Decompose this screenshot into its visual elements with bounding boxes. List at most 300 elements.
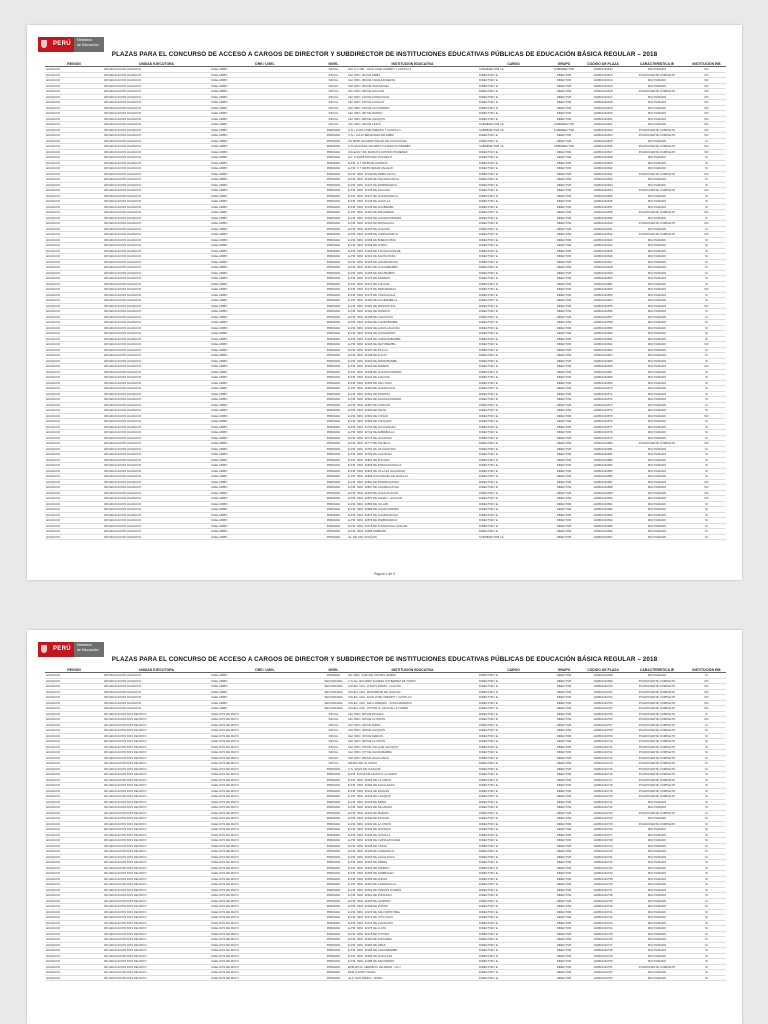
table-cell: HUANUCO [45, 149, 103, 155]
table-cell: PRIMARIA [320, 215, 347, 221]
table-cell: 1228D1416732 [579, 860, 627, 866]
table-cell: 1228D1416612 [579, 67, 627, 73]
table-cell: 1228D1416671 [579, 391, 627, 397]
table-cell: PRIMARIA [320, 843, 347, 849]
table-cell: PRIMARIA [320, 127, 347, 133]
table-cell: 301 EDUCACION DOS DE MAYO [103, 953, 210, 959]
plazas-table [45, 62, 726, 540]
table-cell: DIRECTOR [549, 700, 579, 706]
table-cell: HUANUCO [45, 89, 103, 95]
table-cell: DIRECTOR [549, 534, 579, 540]
table-cell: E.P.M. N 7 32189 CESAR VALLEJO [347, 166, 478, 172]
table-cell: 301 EDUCACION DOS DE MAYO [103, 909, 210, 915]
logo-peru-text: PERÚ [50, 642, 74, 657]
table-cell: MULTIGRADO [627, 177, 687, 183]
table-cell: 1228D1416677 [579, 424, 627, 430]
table-cell: DIRECTOR [549, 468, 579, 474]
table-cell: DIRECTOR [549, 391, 579, 397]
table-cell: 300 EDUCACION HUANUCO [103, 226, 210, 232]
table-cell: SI [687, 882, 726, 888]
table-cell: DIRECTOR [549, 78, 579, 84]
table-cell: UGEL AMBO [210, 446, 320, 452]
table-cell: DIRECTOR [549, 232, 579, 238]
table-cell: SI [687, 711, 726, 717]
table-cell: MULTIGRADO [627, 83, 687, 89]
table-cell: DIRECTOR I.E. [478, 485, 549, 491]
table-cell: HUANUCO [45, 695, 103, 701]
table-cell: 300 EDUCACION HUANUCO [103, 347, 210, 353]
table-cell: 301 EDUCACION DOS DE MAYO [103, 733, 210, 739]
table-cell: CEI. NRO. 099 DE HUALLANCA [347, 755, 478, 761]
table-cell: HUANUCO [45, 419, 103, 425]
table-cell: HUANUCO [45, 127, 103, 133]
table-cell: DIRECTOR I.E. [478, 706, 549, 712]
table-cell: NO [687, 116, 726, 122]
table-cell: HUANUCO [45, 926, 103, 932]
table-cell: POLIDOCENTE COMPLETO [627, 783, 687, 789]
table-cell: 300 EDUCACION HUANUCO [103, 254, 210, 260]
table-cell: MULTIGRADO [627, 94, 687, 100]
table-cell: 1228D1416651 [579, 281, 627, 287]
table-cell: DIRECTOR [549, 342, 579, 348]
table-cell: UGEL AMBO [210, 281, 320, 287]
table-cell: 1228D1416613 [579, 72, 627, 78]
table-cell: NO [687, 287, 726, 293]
table-cell: PRIMARIA [320, 369, 347, 375]
peru-shield-icon [38, 37, 50, 52]
table-cell: 1228D1416653 [579, 292, 627, 298]
table-cell: SI [687, 507, 726, 513]
table-cell: DIRECTOR I.E. [478, 402, 549, 408]
table-cell: 1228D1416629 [579, 160, 627, 166]
table-cell: DIRECTOR [549, 755, 579, 761]
table-cell: HUANUCO [45, 78, 103, 84]
table-cell: UGEL AMBO [210, 226, 320, 232]
table-cell: DIRECTOR I.E. [478, 523, 549, 529]
table-cell: HUANUCO [45, 821, 103, 827]
logo-ministry-text [74, 37, 104, 52]
table-cell: PRIMARIA [320, 909, 347, 915]
table-cell: MULTIGRADO [627, 843, 687, 849]
table-cell: DIRECTOR I.E. [478, 457, 549, 463]
table-cell: MULTIGRADO [627, 970, 687, 976]
table-cell: DIRECTOR [549, 226, 579, 232]
table-cell: 1228D1416645 [579, 248, 627, 254]
table-cell: MULTIGRADO [627, 254, 687, 260]
table-cell: 1228D1416636 [579, 199, 627, 205]
table-cell: E.P.M. NRO. 32182 DE RONDOS [347, 309, 478, 315]
table-cell: 1228D1416648 [579, 265, 627, 271]
table-cell: UGEL AMBO [210, 287, 320, 293]
table-cell: INICIAL [320, 94, 347, 100]
table-cell: E.P.M. NRO. 32264 DE PUNCHAO [347, 893, 478, 899]
table-cell: SI [687, 805, 726, 811]
table-cell: DIRECTOR I.E. [478, 717, 549, 723]
table-cell: DIRECTOR I.E. [478, 799, 549, 805]
peru-shield-icon [38, 642, 50, 657]
table-cell: 1228D1416734 [579, 871, 627, 877]
table-cell: 300 EDUCACION HUANUCO [103, 292, 210, 298]
table-cell: 300 EDUCACION HUANUCO [103, 276, 210, 282]
table-cell: 300 EDUCACION HUANUCO [103, 287, 210, 293]
table-cell: 1228D1416679 [579, 435, 627, 441]
table-cell: DIRECTOR [549, 838, 579, 844]
table-cell: MULTIGRADO [627, 479, 687, 485]
table-cell: 1228D1416737 [579, 887, 627, 893]
table-cell: DIRECTOR [549, 314, 579, 320]
table-cell: MULTIGRADO [627, 342, 687, 348]
table-cell: SI [687, 419, 726, 425]
table-cell: PRIMARIA [320, 138, 347, 144]
table-cell: DIRECTOR [549, 711, 579, 717]
table-cell: UGEL AMBO [210, 116, 320, 122]
table-cell: PRIMARIA [320, 865, 347, 871]
table-cell: MULTIGRADO [627, 435, 687, 441]
table-cell: INICIAL [320, 83, 347, 89]
table-cell: 300 EDUCACION HUANUCO [103, 364, 210, 370]
table-cell: PRIMARIA [320, 287, 347, 293]
table-cell: 1228D1416738 [579, 893, 627, 899]
table-cell: UGEL AMBO [210, 298, 320, 304]
table-cell: PRIMARIA [320, 270, 347, 276]
table-cell: 1228D1416725 [579, 821, 627, 827]
table-cell: 300 EDUCACION HUANUCO [103, 105, 210, 111]
table-cell: DIRECTOR I.E. [478, 843, 549, 849]
table-cell: 1228D1416668 [579, 375, 627, 381]
table-cell: DIRECTOR [549, 876, 579, 882]
table-cell: E.P.M. NRO. 32192 DE HUAYLLACAYAN [347, 325, 478, 331]
table-cell: UGEL DOS DE MAYO [210, 722, 320, 728]
table-cell: HUANUCO [45, 755, 103, 761]
table-cell: UGEL AMBO [210, 689, 320, 695]
table-cell: CEI. NRO. 026 DE RIPAN [347, 722, 478, 728]
table-cell: 1228D1416662 [579, 342, 627, 348]
table-cell: E.P.M. NRO. 32801 DE PUCARA [347, 457, 478, 463]
table-cell: DIRECTOR [549, 937, 579, 943]
table-cell: SI [687, 237, 726, 243]
table-cell: SI [687, 871, 726, 877]
table-cell: SI [687, 336, 726, 342]
table-cell: HUANUCO [45, 876, 103, 882]
table-cell: 300 EDUCACION HUANUCO [103, 391, 210, 397]
table-cell: UGEL AMBO [210, 523, 320, 529]
table-cell: UGEL AMBO [210, 149, 320, 155]
table-cell: UGEL AMBO [210, 177, 320, 183]
table-cell: 1228D1416752 [579, 970, 627, 976]
table-cell: E.P.M. NRO. 32180 DE ACOBAMBILLA [347, 298, 478, 304]
table-cell: 1228D1416678 [579, 430, 627, 436]
table-cell: 1228D1416634 [579, 188, 627, 194]
table-cell: DIRECTOR I.E. [478, 816, 549, 822]
table-cell: 1228D1416673 [579, 402, 627, 408]
table-cell: 300 EDUCACION HUANUCO [103, 419, 210, 425]
table-cell: PRIMARIA [320, 298, 347, 304]
table-cell: NO [687, 188, 726, 194]
table-cell: PRIMARIA [320, 783, 347, 789]
table-cell: 301 EDUCACION DOS DE MAYO [103, 821, 210, 827]
table-cell: DIRECTOR I.E. [478, 188, 549, 194]
table-cell: 1228D1416718 [579, 783, 627, 789]
column-header: DRE / UGEL [210, 668, 320, 673]
table-cell: 300 EDUCACION HUANUCO [103, 248, 210, 254]
table-cell: PRIMARIA [320, 232, 347, 238]
table-cell: DIRECTOR [549, 975, 579, 981]
table-cell: 300 EDUCACION HUANUCO [103, 144, 210, 150]
table-cell: CEI. NRO. 028 DE CHUQUIS [347, 728, 478, 734]
table-cell: DIRECTOR I.E. [478, 689, 549, 695]
table-cell: UGEL AMBO [210, 380, 320, 386]
table-cell: 301 EDUCACION DOS DE MAYO [103, 959, 210, 965]
table-cell: 1228D1416749 [579, 953, 627, 959]
table-cell: DIRECTOR I.E. [478, 314, 549, 320]
table-cell: E.P.M. NRO. 32868 DE HUANCAPAMPA [347, 507, 478, 513]
table-cell: DIRECTOR I.E. [478, 744, 549, 750]
table-cell: NO [687, 83, 726, 89]
table-cell: 300 EDUCACION HUANUCO [103, 457, 210, 463]
table-cell: DIRECTOR I.E. [478, 474, 549, 480]
table-cell: UGEL AMBO [210, 452, 320, 458]
table-cell: PRIMARIA [320, 336, 347, 342]
table-cell: DIRECTOR [549, 926, 579, 932]
table-cell: 1228D1416620 [579, 111, 627, 117]
table-cell: MULTIGRADO [627, 468, 687, 474]
table-cell: PRIMARIA [320, 303, 347, 309]
table-cell: PRIMARIA [320, 380, 347, 386]
table-cell: HUANUCO [45, 347, 103, 353]
table-cell: MULTIGRADO [627, 193, 687, 199]
table-cell: UGEL AMBO [210, 89, 320, 95]
table-cell: 1228D1416626 [579, 144, 627, 150]
table-cell: UGEL DOS DE MAYO [210, 739, 320, 745]
table-cell: INICIAL [320, 739, 347, 745]
table-cell: 300 EDUCACION HUANUCO [103, 177, 210, 183]
table-cell: DIRECTOR I.E. [478, 887, 549, 893]
table-cell: UGEL DOS DE MAYO [210, 810, 320, 816]
table-cell: PRIMARIA [320, 149, 347, 155]
table-cell: HUANUCO [45, 287, 103, 293]
table-cell: HUANUCO [45, 182, 103, 188]
table-cell: DIRECTOR I.E. [478, 237, 549, 243]
table-cell: COLEGIO 'INF. MARCOS ANTONIO PAREDES' [347, 149, 478, 155]
table-cell: SI [687, 243, 726, 249]
table-cell: SUBDIRECTOR I.E. [478, 122, 549, 128]
table-cell: 300 EDUCACION HUANUCO [103, 243, 210, 249]
table-cell: PRIMARIA [320, 898, 347, 904]
table-cell: SI [687, 193, 726, 199]
table-cell: E.P.M. NRO. 32222 DE SILLAPATA [347, 805, 478, 811]
table-cell: SUBDIRECTOR [549, 67, 579, 73]
table-cell: DIRECTOR [549, 105, 579, 111]
table-cell: 300 EDUCACION HUANUCO [103, 386, 210, 392]
table-cell: SI [687, 446, 726, 452]
table-cell: E.P.M. NRO. 32278 DE TOTORA [347, 931, 478, 937]
table-cell: DIRECTOR I.E. [478, 975, 549, 981]
table-cell: MULTIGRADO [627, 827, 687, 833]
table-cell: 1228D1416687 [579, 479, 627, 485]
table-cell: DIRECTOR I.E. [478, 309, 549, 315]
table-cell: UGEL DOS DE MAYO [210, 871, 320, 877]
table-cell: HUANUCO [45, 512, 103, 518]
table-cell: DIRECTOR [549, 457, 579, 463]
column-header: INSTITUCIÓN EIB [687, 668, 726, 673]
table-cell: 1228D1416746 [579, 937, 627, 943]
table-cell: DIRECTOR I.E. [478, 695, 549, 701]
table-cell: HUANUCO [45, 871, 103, 877]
table-cell: DIRECTOR [549, 424, 579, 430]
table-cell: 300 EDUCACION HUANUCO [103, 188, 210, 194]
table-cell: UGEL DOS DE MAYO [210, 805, 320, 811]
table-cell: HUANUCO [45, 485, 103, 491]
table-cell: DIRECTOR [549, 810, 579, 816]
table-cell: E.P.M. NRO. 32270 DE SAN CRISTOBAL [347, 909, 478, 915]
table-cell: HUANUCO [45, 83, 103, 89]
table-cell: DIRECTOR [549, 83, 579, 89]
table-cell: 1228D1416646 [579, 254, 627, 260]
table-cell: HUANUCO [45, 303, 103, 309]
table-cell: DIRECTOR I.E. [478, 138, 549, 144]
table-cell: E.P.M. NRO. 32660 DE HUANCAYAN [347, 386, 478, 392]
table-cell: HUANUCO [45, 270, 103, 276]
table-cell: DIRECTOR [549, 827, 579, 833]
table-cell: E.P.M. NRO. 32250 DE HUALLANCA [347, 854, 478, 860]
table-cell: HUANUCO [45, 320, 103, 326]
table-cell: DIRECTOR [549, 94, 579, 100]
table-cell: E.P.M. NRO. 32781 DE VILCAGOTAN [347, 446, 478, 452]
table-cell: 1228D1416748 [579, 948, 627, 954]
table-cell: DIRECTOR [549, 138, 579, 144]
table-cell: PRIMARIA [320, 391, 347, 397]
table-cell: SI [687, 959, 726, 965]
document-page-2 [27, 630, 742, 1024]
table-cell: 1228D1416701 [579, 689, 627, 695]
table-cell: DIRECTOR I.E. [478, 479, 549, 485]
table-cell: SI [687, 314, 726, 320]
table-cell: 300 EDUCACION HUANUCO [103, 298, 210, 304]
table-cell: POLIDOCENTE COMPLETO [627, 788, 687, 794]
table-cell: DIRECTOR I.E. [478, 232, 549, 238]
table-cell: UGEL DOS DE MAYO [210, 860, 320, 866]
table-cell: 1228D1416649 [579, 270, 627, 276]
table-cell: SI [687, 529, 726, 535]
table-cell: E.P.M. NRO. 32288 DE SAN PEDRO [347, 959, 478, 965]
table-cell: 1228D1416685 [579, 468, 627, 474]
table-cell: MULTIGRADO [627, 931, 687, 937]
table-cell: PRIMARIA [320, 177, 347, 183]
table-cell: E.P.M. NRO. 32154 DE HUACAR [347, 226, 478, 232]
table-cell: DIRECTOR [549, 133, 579, 139]
table-cell: DIRECTOR [549, 204, 579, 210]
table-cell: DIRECTOR [549, 193, 579, 199]
table-cell: SI [687, 254, 726, 260]
table-cell: NO [687, 127, 726, 133]
table-cell: DIRECTOR I.E. [478, 325, 549, 331]
table-cell: NO [687, 144, 726, 150]
table-cell: 1228D1416622 [579, 122, 627, 128]
table-cell: UGEL AMBO [210, 424, 320, 430]
table-cell: PRIMARIA [320, 534, 347, 540]
table-cell: E.P.M. NRO. 32282 DE OBAS [347, 942, 478, 948]
table-cell: E.P.M. NRO. 32656 DE SAN JUAN [347, 380, 478, 386]
table-cell: MULTIGRADO [627, 816, 687, 822]
table-cell: I.E. DE SAN JOAQUIN [347, 534, 478, 540]
table-cell: UGEL DOS DE MAYO [210, 816, 320, 822]
table-cell: PRIMARIA [320, 970, 347, 976]
table-cell: HUANUCO [45, 507, 103, 513]
table-cell: PRIMARIA [320, 816, 347, 822]
table-cell: SUBDIRECTOR [549, 144, 579, 150]
table-cell: UGEL DOS DE MAYO [210, 953, 320, 959]
table-cell: DIRECTOR I.E. [478, 210, 549, 216]
table-cell: MULTIGRADO [627, 452, 687, 458]
table-cell: HUANUCO [45, 94, 103, 100]
table-cell: DIRECTOR [549, 265, 579, 271]
table-cell: E.P.M. NRO. 32188 DE CHACAYAN [347, 314, 478, 320]
table-cell: 301 EDUCACION DOS DE MAYO [103, 838, 210, 844]
table-cell: DIRECTOR I.E. [478, 920, 549, 926]
table-cell: 300 EDUCACION HUANUCO [103, 402, 210, 408]
table-cell: 301 EDUCACION DOS DE MAYO [103, 805, 210, 811]
table-cell: PRIMARIA [320, 882, 347, 888]
table-cell: SI [687, 265, 726, 271]
table-cell: UGEL DOS DE MAYO [210, 931, 320, 937]
table-cell: MULTIGRADO [627, 314, 687, 320]
table-cell: UGEL AMBO [210, 210, 320, 216]
table-cell: E.P.M. NRO. 32234 DE LA UNION [347, 821, 478, 827]
table-cell: INICIAL [320, 105, 347, 111]
table-cell: DIRECTOR [549, 717, 579, 723]
table-cell: NO [687, 303, 726, 309]
table-cell: 1228D1416709 [579, 733, 627, 739]
table-cell: DIRECTOR I.E. [478, 722, 549, 728]
table-cell: INICIAL [320, 78, 347, 84]
table-cell: 301 EDUCACION DOS DE MAYO [103, 849, 210, 855]
table-cell: INICIAL [320, 122, 347, 128]
table-cell: PRIMARIA [320, 474, 347, 480]
table-cell: HUANUCO [45, 452, 103, 458]
table-cell: SI [687, 281, 726, 287]
table-cell: SI [687, 248, 726, 254]
table-cell: E.P.M. NRO. 32777 DE ÑAUELLA [347, 441, 478, 447]
table-cell: SI [687, 887, 726, 893]
table-cell: 1228D1416674 [579, 408, 627, 414]
table-cell: SI [687, 893, 726, 899]
table-cell: 1228D1416735 [579, 876, 627, 882]
table-cell: SUBDIRECTOR I.E. [478, 67, 549, 73]
table-cell: UGEL AMBO [210, 331, 320, 337]
table-cell: DIRECTOR I.E. [478, 512, 549, 518]
table-cell: NO [687, 133, 726, 139]
table-cell: UGEL AMBO [210, 182, 320, 188]
table-cell: SI [687, 276, 726, 282]
table-cell: E.P.M. NRO. 32198 DE AUCAY [347, 353, 478, 359]
table-cell: DIRECTOR [549, 777, 579, 783]
table-cell: HUANUCO [45, 391, 103, 397]
table-cell: HUANUCO [45, 193, 103, 199]
table-cell: E.P.M. NRO. 32153 DE MATIHUACA [347, 221, 478, 227]
table-cell: 1228D1416728 [579, 838, 627, 844]
column-header: REGIÓN [45, 668, 103, 673]
table-cell: DIRECTOR [549, 490, 579, 496]
table-cell: DIRECTOR [549, 684, 579, 690]
table-cell: DIRECTOR [549, 882, 579, 888]
table-cell: 301 EDUCACION DOS DE MAYO [103, 964, 210, 970]
table-cell: SI [687, 948, 726, 954]
table-cell: SI [687, 292, 726, 298]
table-cell: SI [687, 953, 726, 959]
table-cell: DIRECTOR [549, 689, 579, 695]
table-cell: PRIMARIA [320, 259, 347, 265]
table-cell: UGEL DOS DE MAYO [210, 728, 320, 734]
